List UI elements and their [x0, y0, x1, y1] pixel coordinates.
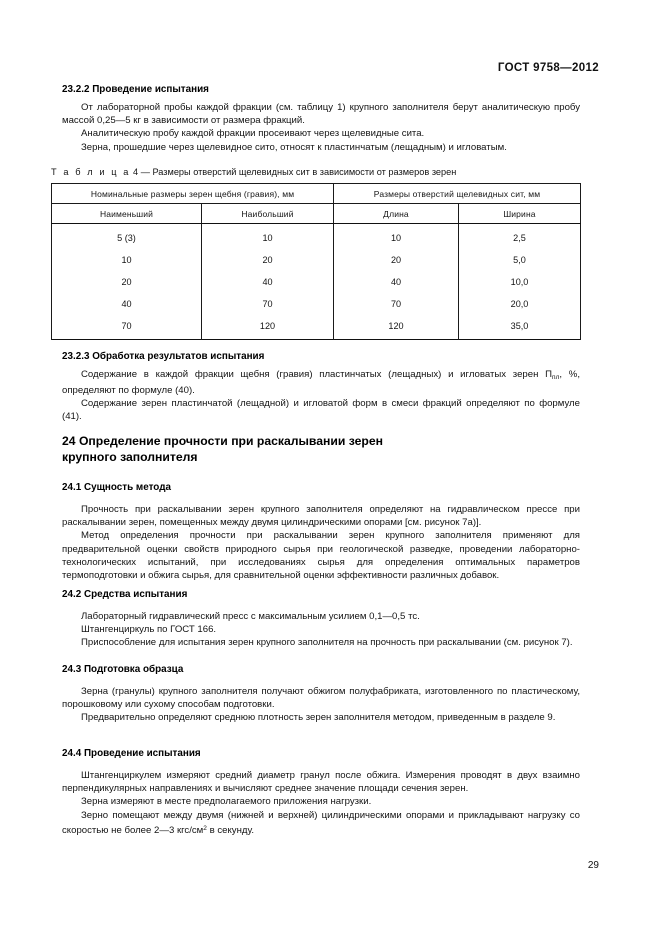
cell-width: 35,0 — [459, 315, 581, 340]
paragraph-text-after-subscript: , %, определяют по формуле (40). — [62, 369, 580, 397]
table-caption-text: — Размеры отверстий щелевидных сит в зависимости от размеров зерен — [140, 167, 457, 177]
section-24-2 — [62, 588, 580, 650]
table-caption-label: Т а б л и ц а — [51, 167, 131, 177]
heading-24-2: 24.2 Средства испытания — [62, 589, 188, 600]
cell-length: 120 — [334, 315, 459, 340]
cell-largest: 20 — [202, 249, 334, 271]
heading-24-4: 24.4 Проведение испытания — [62, 748, 201, 759]
paragraph-text-before-subscript: Содержание в каждой фракции щебня (гравия) пластинчатых (лещадных) и игловатых зерен П — [81, 369, 553, 380]
table-column-header-row — [52, 204, 581, 224]
section-24-3 — [62, 663, 580, 725]
heading-24-line-2: крупного заполнителя — [62, 449, 198, 464]
group-header-slot-sizes: Размеры отверстий щелевидных сит, мм — [334, 184, 581, 204]
paragraph-24-3-2: Предварительно определяют среднюю плотность зерен заполнителя методом, приведенным в разделе 9. — [81, 712, 556, 724]
paragraph-23-2-3-1 — [62, 368, 580, 397]
table-body — [52, 224, 581, 340]
cell-length: 40 — [334, 271, 459, 293]
paragraph-24-2-3: Приспособление для испытания зерен крупного заполнителя на прочность при раскалывании (см. рисунок 7). — [81, 637, 573, 649]
running-header-standard-number: ГОСТ 9758—2012 — [497, 62, 599, 74]
cell-largest: 40 — [202, 271, 334, 293]
heading-24-3: 24.3 Подготовка образца — [62, 664, 184, 675]
paragraph-24-3-1: Зерна (гранулы) крупного заполнителя получают обжигом полуфабриката, изготовленного по пластическому, порошковому или сухому способам подготовки. — [62, 686, 580, 711]
cell-smallest: 10 — [52, 249, 202, 271]
cell-width: 20,0 — [459, 293, 581, 315]
cell-smallest: 5 (3) — [52, 224, 202, 250]
section-24-1 — [62, 481, 580, 582]
table-4-wrapper — [51, 183, 580, 340]
cell-largest: 70 — [202, 293, 334, 315]
heading-24-1: 24.1 Сущность метода — [62, 482, 171, 493]
paragraph-24-4-3 — [62, 809, 580, 837]
heading-23-2-2: 23.2.2 Проведение испытания — [62, 84, 209, 95]
table-row — [52, 293, 581, 315]
cell-width: 10,0 — [459, 271, 581, 293]
paragraph-24-1-1: Прочность при раскалывании зерен крупного заполнителя определяют на гидравлическом прессе при раскалывании зерен, помещенных между двумя цилиндрическими опорами [см. рисунок 7а)]. — [62, 504, 580, 529]
cell-largest: 120 — [202, 315, 334, 340]
cell-width: 5,0 — [459, 249, 581, 271]
paragraph-24-2-2: Штангенциркуль по ГОСТ 166. — [81, 624, 217, 636]
group-header-nominal-sizes: Номинальные размеры зерен щебня (гравия), мм — [52, 184, 334, 204]
column-header-smallest: Наименьший — [52, 204, 202, 224]
paragraph-23-2-3-2: Содержание зерен пластинчатой (лещадной) и игловатой форм в смеси фракций определяют по формуле (41). — [62, 398, 580, 423]
table-4-caption — [51, 166, 456, 178]
section-24-4 — [62, 747, 580, 837]
table-head — [52, 184, 581, 224]
paragraph-24-4-2: Зерна измеряют в месте предполагаемого приложения нагрузки. — [81, 796, 372, 808]
table-row — [52, 224, 581, 250]
paragraph-23-2-2-2: Аналитическую пробу каждой фракции просеивают через щелевидные сита. — [81, 128, 425, 140]
section-23-2-3 — [62, 350, 580, 424]
column-header-largest: Наибольший — [202, 204, 334, 224]
paragraph-text-after-superscript: в секунду. — [206, 824, 254, 836]
table-group-header-row — [52, 184, 581, 204]
paragraph-24-2-1: Лабораторный гидравлический пресс с максимальным усилием 0,1—0,5 тс. — [81, 611, 420, 622]
column-header-length: Длина — [334, 204, 459, 224]
table-caption-number: 4 — [133, 167, 139, 177]
cell-largest: 10 — [202, 224, 334, 250]
heading-23-2-3: 23.2.3 Обработка результатов испытания — [62, 351, 265, 362]
table-row — [52, 315, 581, 340]
table-row — [52, 249, 581, 271]
paragraph-23-2-2-1: От лабораторной пробы каждой фракции (см. таблицу 1) крупного заполнителя берут аналитическую пробу массой 0,25—5 кг в зависимости от размера фракций. — [62, 102, 580, 127]
cell-length: 20 — [334, 249, 459, 271]
table-4 — [51, 183, 581, 340]
superscript-squared: 2 — [203, 824, 207, 832]
cell-length: 70 — [334, 293, 459, 315]
paragraph-24-1-2: Метод определения прочности при раскалывании зерен крупного заполнителя применяют для предварительной оценки свойств природного сырья при геологической разведке, проведении лабораторно-технологических испытаний, при исследованиях сырья для определения оптимальных параметров термоподготовки и обжига сырья, для сравнительной оценки эффективности различных добавок. — [62, 530, 580, 582]
paragraph-23-2-2-3: Зерна, прошедшие через щелевидное сито, относят к пластинчатым (лещадным) и игловатым. — [81, 141, 507, 153]
section-24-heading-block — [62, 434, 580, 465]
subscript-pl: пл — [552, 373, 560, 381]
page-number: 29 — [587, 860, 599, 871]
paragraph-24-4-1: Штангенциркулем измеряют средний диаметр гранул после обжига. Измерения проводят в двух взаимно перпендикулярных направлениях и вычисляют среднее значение площади сечения зерен. — [62, 770, 580, 795]
cell-length: 10 — [334, 224, 459, 250]
cell-smallest: 20 — [52, 271, 202, 293]
table-row — [52, 271, 581, 293]
column-header-width: Ширина — [459, 204, 581, 224]
section-23-2-2 — [62, 83, 580, 154]
cell-smallest: 40 — [52, 293, 202, 315]
cell-smallest: 70 — [52, 315, 202, 340]
cell-width: 2,5 — [459, 224, 581, 250]
paragraph-text-before-superscript: Зерно помещают между двумя (нижней и верхней) цилиндрическими опорами и прикладывают нагрузку со скоростью не более 2—3 кгс/см — [62, 809, 580, 836]
heading-24-line-1: 24 Определение прочности при раскалывании зерен — [62, 434, 384, 448]
